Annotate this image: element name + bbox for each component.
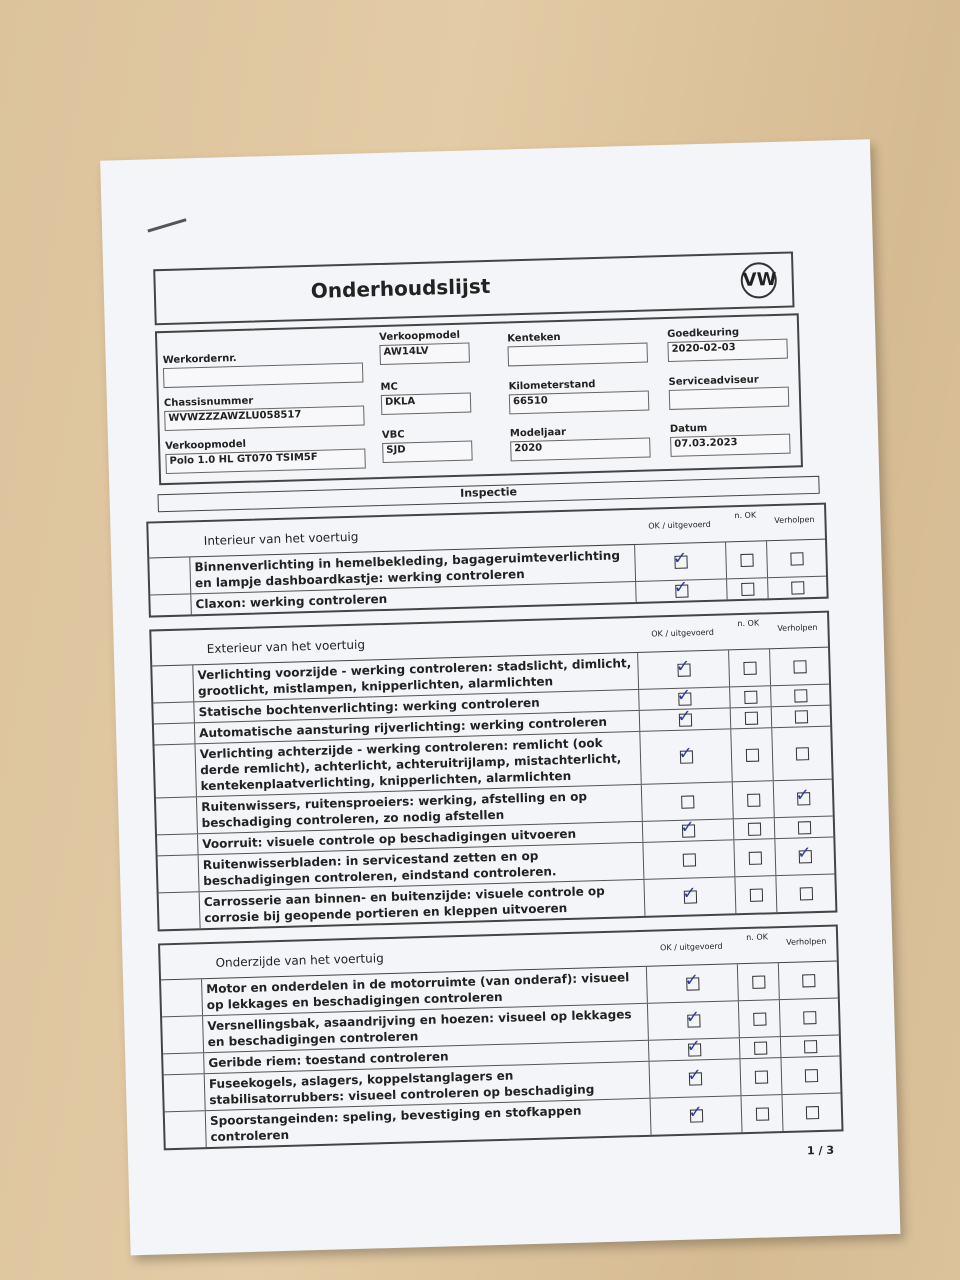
item-text: Statische bochtenverlichting: werking controleren: [194, 690, 639, 722]
checkbox-ok[interactable]: [683, 890, 696, 903]
field-kenteken: Kenteken: [507, 330, 648, 367]
col-fixed: Verholpen: [774, 514, 815, 526]
col-ok: OK / uitgevoerd: [659, 941, 723, 953]
checkbox-fixed[interactable]: [803, 1011, 816, 1024]
checkbox-fixed[interactable]: [797, 821, 810, 834]
item-text: Versnellingsbak, asaandrijving en hoezen: visueel op lekkages en beschadigingen controleren: [203, 1004, 649, 1052]
section-0: [146, 503, 828, 618]
checkbox-ok[interactable]: [678, 692, 691, 705]
checkbox-fixed[interactable]: [803, 1040, 816, 1053]
checkbox-ok[interactable]: [681, 795, 694, 808]
maintenance-checklist-paper: [100, 139, 900, 1255]
item-text: Verlichting voorzijde - werking controleren: stadslicht, dimlicht, grootlicht, mistlampen, knipperlichten, alarmlichten: [193, 653, 639, 701]
col-ok: OK / uitgevoerd: [648, 519, 711, 531]
item-text: Voorruit: visuele controle op beschadigingen uitvoeren: [198, 822, 643, 854]
checkbox-ok[interactable]: [687, 1014, 700, 1027]
checkbox-nok[interactable]: [753, 1041, 766, 1054]
checkbox-nok[interactable]: [748, 851, 761, 864]
checkbox-ok[interactable]: [681, 824, 694, 837]
checkbox-nok[interactable]: [743, 661, 756, 674]
checkbox-ok[interactable]: [689, 1109, 702, 1122]
vw-logo-icon: VW: [740, 262, 777, 299]
item-text: Verlichting achterzijde - werking controleren: remlicht (ook derde remlicht), achterlicht, achteruitrijlamp, mistachterlicht, kentekenplaatverlichting, knipperlichten, alarmlichten: [195, 732, 641, 796]
checkbox-ok[interactable]: [682, 853, 695, 866]
item-text: Binnenverlichting in hemelbekleding, bagageruimteverlichting en lampje dashboardkastje: werking controleren: [190, 545, 636, 593]
checkbox-nok[interactable]: [747, 793, 760, 806]
item-text: Motor en onderdelen in de motorruimte (van onderaf): visueel op lekkages en beschadigingen controleren: [202, 967, 648, 1015]
checkbox-ok[interactable]: [688, 1072, 701, 1085]
field-serviceadviseur: Serviceadviseur: [668, 374, 789, 410]
checkbox-nok[interactable]: [744, 711, 757, 724]
col-fixed: Verholpen: [786, 936, 827, 947]
section-title: Exterieur van het voertuig: [206, 637, 366, 656]
checklist-sections: [100, 141, 845, 1197]
checkbox-nok[interactable]: [752, 975, 765, 988]
inspectie-header: Inspectie: [157, 476, 819, 512]
checkbox-fixed[interactable]: [798, 850, 811, 863]
checkbox-ok[interactable]: [678, 713, 691, 726]
checkbox-nok[interactable]: [755, 1107, 768, 1120]
checkbox-fixed[interactable]: [804, 1069, 817, 1082]
field-mc: MC DKLA: [380, 379, 471, 415]
checkbox-nok[interactable]: [745, 748, 758, 761]
checkbox-fixed[interactable]: [794, 710, 807, 723]
item-text: Ruitenwisserbladen: in servicestand zetten en op beschadigingen controleren, eindstand controleren.: [199, 843, 645, 891]
checkbox-ok[interactable]: [686, 977, 699, 990]
field-werkordernr: Werkordernr.: [163, 349, 364, 388]
document-title: Onderhoudslijst: [310, 273, 491, 303]
checkbox-fixed[interactable]: [802, 974, 815, 987]
field-modeljaar: Modeljaar 2020: [510, 425, 651, 462]
section-2: [158, 924, 844, 1150]
page-number: 1 / 3: [806, 1143, 835, 1158]
item-text: Claxon: werking controleren: [191, 582, 636, 614]
col-nok: n. OK: [734, 510, 757, 521]
checkbox-ok[interactable]: [675, 584, 688, 597]
section-title: Interieur van het voertuig: [203, 529, 359, 549]
checkbox-nok[interactable]: [740, 553, 753, 566]
checkbox-fixed[interactable]: [791, 581, 804, 594]
checkbox-fixed[interactable]: [799, 887, 812, 900]
item-text: Spoorstangeinden: speling, bevestiging en stofkappen controleren: [206, 1099, 652, 1147]
col-nok: n. OK: [737, 618, 760, 629]
field-chassisnummer: Chassisnummer WVWZZZAWZLU058517: [164, 392, 365, 431]
checkbox-ok[interactable]: [679, 750, 692, 763]
col-ok: OK / uitgevoerd: [651, 627, 714, 639]
checkbox-nok[interactable]: [753, 1012, 766, 1025]
checkbox-fixed[interactable]: [795, 747, 808, 760]
field-verkoopmodel-code: Verkoopmodel AW14LV: [379, 330, 470, 366]
item-text: Carrosserie aan binnen- en buitenzijde: visuele controle op corrosie bij geopende portieren en kleppen uitvoeren: [200, 880, 646, 928]
checkbox-nok[interactable]: [749, 888, 762, 901]
checkbox-ok[interactable]: [677, 663, 690, 676]
field-vbc: VBC SJD: [382, 427, 473, 463]
checkbox-nok[interactable]: [744, 690, 757, 703]
checkbox-fixed[interactable]: [793, 660, 806, 673]
field-goedkeuring: Goedkeuring 2020-02-03: [667, 326, 788, 362]
item-text: Fuseekogels, aslagers, koppelstanglagers en stabilisatorrubbers: visueel controleren op beschadiging: [205, 1062, 651, 1110]
field-datum: Datum 07.03.2023: [670, 421, 791, 457]
checkbox-fixed[interactable]: [805, 1106, 818, 1119]
checkbox-fixed[interactable]: [797, 792, 810, 805]
field-verkoopmodel: Verkoopmodel Polo 1.0 HL GT070 TSIM5F: [165, 435, 366, 474]
item-text: Automatische aansturing rijverlichting: werking controleren: [195, 711, 640, 743]
checkbox-ok[interactable]: [674, 555, 687, 568]
item-text: Ruitenwissers, ruitensproeiers: werking, afstelling en op beschadiging controleren, zo nodig afstellen: [197, 785, 643, 833]
item-text: Geribde riem: toestand controleren: [204, 1041, 649, 1073]
checkbox-nok[interactable]: [754, 1070, 767, 1083]
section-title: Onderzijde van het voertuig: [215, 951, 384, 970]
col-fixed: Verholpen: [777, 622, 818, 634]
checkbox-ok[interactable]: [688, 1043, 701, 1056]
checkbox-fixed[interactable]: [794, 689, 807, 702]
section-1: [149, 611, 837, 932]
checkbox-fixed[interactable]: [790, 552, 803, 565]
checkbox-nok[interactable]: [747, 822, 760, 835]
col-nok: n. OK: [746, 932, 769, 943]
checkbox-nok[interactable]: [741, 582, 754, 595]
field-kilometerstand: Kilometerstand 66510: [508, 378, 649, 415]
